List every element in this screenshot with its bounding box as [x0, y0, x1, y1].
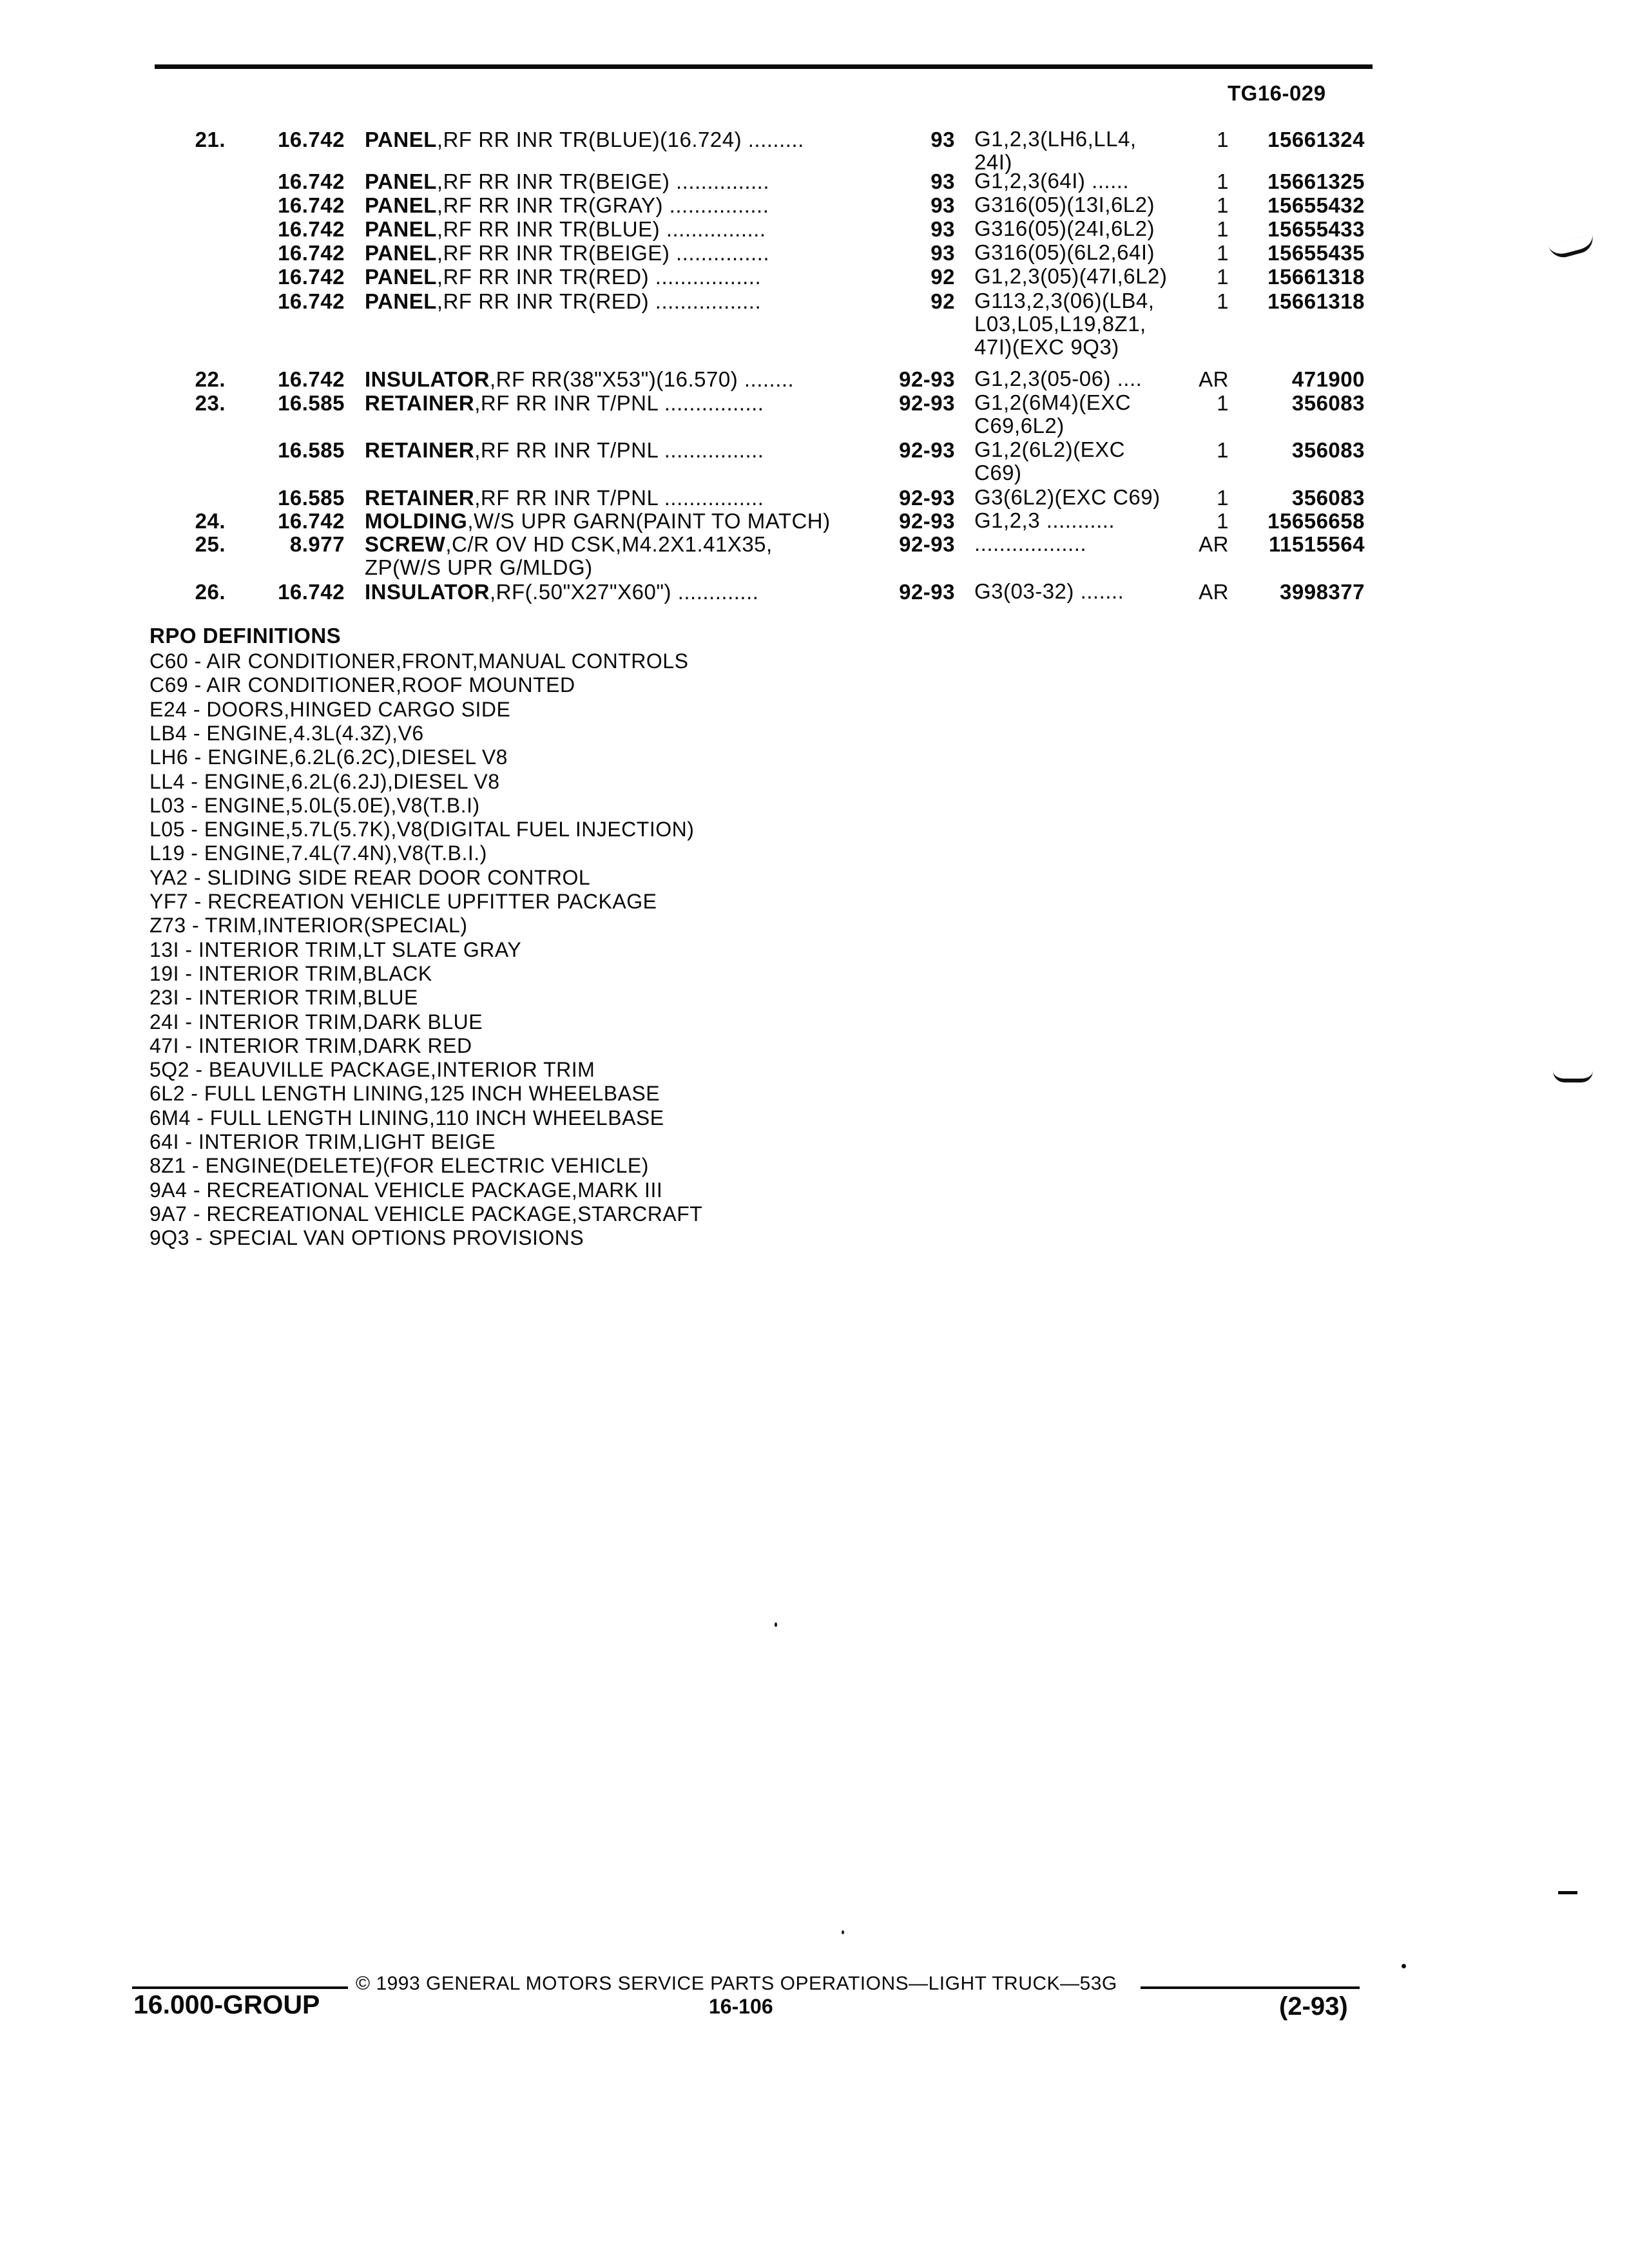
rpo-definition: L19 - ENGINE,7.4L(7.4N),V8(T.B.I.) — [149, 841, 487, 865]
item-usage: G1,2,3(05-06) .... — [974, 367, 1142, 390]
item-quantity: 1 — [1217, 391, 1229, 415]
item-detail: ,RF RR INR TR(BEIGE) — [436, 169, 670, 193]
rpo-definition: 47I - INTERIOR TRIM,DARK RED — [149, 1033, 472, 1057]
item-part-number: 15655433 — [1268, 217, 1365, 241]
item-name: INSULATOR — [365, 580, 490, 604]
item-quantity: AR — [1199, 580, 1229, 604]
item-name: PANEL — [365, 193, 437, 217]
item-usage: 47I)(EXC 9Q3) — [974, 335, 1119, 359]
item-usage: G316(05)(24I,6L2) — [974, 216, 1155, 240]
item-detail: ,W/S UPR GARN(PAINT TO MATCH) — [467, 509, 831, 533]
item-detail: ,RF RR INR TR(BEIGE) — [436, 241, 670, 265]
rpo-definition: C60 - AIR CONDITIONER,FRONT,MANUAL CONTROLS — [149, 649, 689, 673]
item-description — [365, 580, 758, 604]
scan-speck — [1402, 1964, 1406, 1968]
rpo-definition: C69 - AIR CONDITIONER,ROOF MOUNTED — [149, 673, 575, 697]
item-leader-dots: ............... — [670, 241, 770, 265]
item-group-code: 16.742 — [278, 265, 345, 289]
item-detail: ,RF RR INR TR(BLUE) — [436, 217, 660, 241]
item-model-year: 92-93 — [899, 391, 955, 415]
item-leader-dots: ................ — [658, 391, 764, 415]
item-name: PANEL — [365, 289, 437, 313]
rpo-definition: 23I - INTERIOR TRIM,BLUE — [149, 986, 418, 1010]
item-model-year: 92-93 — [899, 580, 955, 604]
item-model-year: 92-93 — [899, 486, 955, 510]
item-usage: 24I) — [974, 150, 1012, 174]
item-model-year: 92-93 — [899, 367, 955, 391]
item-part-number: 15661318 — [1268, 289, 1365, 313]
item-quantity: 1 — [1217, 265, 1229, 289]
item-quantity: 1 — [1217, 241, 1229, 265]
item-name: SCREW — [365, 532, 446, 556]
item-detail: ,RF RR INR TR(RED) — [436, 265, 650, 289]
rpo-definition: YF7 - RECREATION VEHICLE UPFITTER PACKAGE — [149, 890, 657, 913]
item-usage: C69,6L2) — [974, 414, 1065, 437]
item-part-number: 471900 — [1291, 367, 1365, 391]
item-description — [365, 438, 764, 463]
item-leader-dots: ......... — [742, 128, 804, 151]
copyright-text: © 1993 GENERAL MOTORS SERVICE PARTS OPERATIONS—LIGHT TRUCK—53G — [356, 1973, 1117, 1994]
item-description — [365, 391, 764, 416]
rpo-definition: 9A4 - RECREATIONAL VEHICLE PACKAGE,MARK III — [149, 1178, 663, 1202]
item-leader-dots: ................. — [649, 265, 762, 289]
item-quantity: AR — [1199, 367, 1229, 391]
item-leader-dots: ................ — [658, 486, 764, 510]
figure-code: TG16-029 — [1228, 81, 1326, 105]
rpo-definition: 6L2 - FULL LENGTH LINING,125 INCH WHEELBASE — [149, 1082, 660, 1106]
item-quantity: 1 — [1217, 193, 1229, 217]
item-model-year: 92-93 — [899, 509, 955, 533]
item-part-number: 15661318 — [1268, 265, 1365, 289]
item-part-number: 15655435 — [1268, 241, 1365, 265]
item-part-number: 15655432 — [1268, 193, 1365, 217]
item-part-number: 15661324 — [1268, 128, 1365, 151]
item-quantity: 1 — [1217, 217, 1229, 241]
item-quantity: 1 — [1217, 169, 1229, 193]
rpo-definition: 6M4 - FULL LENGTH LINING,110 INCH WHEELBASE — [149, 1106, 664, 1129]
group-label: 16.000-GROUP — [133, 1990, 320, 2019]
item-name: PANEL — [365, 241, 437, 265]
revision-date: (2-93) — [1279, 1992, 1348, 2021]
rpo-definition: 13I - INTERIOR TRIM,LT SLATE GRAY — [149, 937, 522, 961]
item-group-code: 16.585 — [278, 486, 345, 510]
item-quantity: 1 — [1217, 128, 1229, 151]
scan-speck — [842, 1930, 844, 1934]
rpo-definition: 9A7 - RECREATIONAL VEHICLE PACKAGE,STARCRAFT — [149, 1202, 703, 1225]
item-name: RETAINER — [365, 391, 475, 415]
item-leader-dots: ............. — [671, 580, 759, 604]
item-part-number: 356083 — [1291, 438, 1365, 462]
rpo-definition: YA2 - SLIDING SIDE REAR DOOR CONTROL — [149, 865, 591, 889]
item-part-number: 3998377 — [1280, 580, 1365, 604]
item-usage: .................. — [974, 532, 1087, 555]
rpo-definition: 8Z1 - ENGINE(DELETE)(FOR ELECTRIC VEHICLE) — [149, 1154, 649, 1178]
page-number: 16-106 — [709, 1995, 773, 2018]
item-ref-number: 21. — [195, 128, 226, 151]
item-name: PANEL — [365, 265, 437, 289]
rpo-definition: Z73 - TRIM,INTERIOR(SPECIAL) — [149, 914, 468, 937]
item-part-number: 15656658 — [1268, 509, 1365, 533]
item-ref-number: 23. — [195, 391, 226, 415]
item-part-number: 356083 — [1291, 486, 1365, 510]
item-model-year: 92 — [930, 289, 955, 313]
rpo-definition: 5Q2 - BEAUVILLE PACKAGE,INTERIOR TRIM — [149, 1058, 595, 1082]
item-model-year: 92-93 — [899, 438, 955, 462]
item-usage: G316(05)(13I,6L2) — [974, 193, 1155, 216]
rpo-definition: 64I - INTERIOR TRIM,LIGHT BEIGE — [149, 1130, 496, 1153]
item-leader-dots: ........ — [738, 367, 795, 391]
rpo-definition: L05 - ENGINE,5.7L(5.7K),V8(DIGITAL FUEL INJECTION) — [149, 818, 695, 841]
item-group-code: 8.977 — [289, 532, 345, 556]
rpo-definition: L03 - ENGINE,5.0L(5.0E),V8(T.B.I) — [149, 793, 480, 817]
item-group-code: 16.742 — [278, 367, 345, 391]
item-usage: G1,2,3(LH6,LL4, — [974, 127, 1137, 151]
item-usage: G113,2,3(06)(LB4, — [974, 289, 1155, 312]
item-description — [365, 367, 794, 392]
item-description — [365, 128, 804, 152]
item-usage: G1,2,3(64I) ...... — [974, 169, 1130, 193]
item-usage: G1,2(6M4)(EXC — [974, 390, 1132, 414]
item-model-year: 93 — [930, 193, 955, 217]
item-description — [365, 289, 761, 314]
item-name: PANEL — [365, 128, 437, 151]
item-detail: ,RF RR INR TR(GRAY) — [436, 193, 664, 217]
item-description — [365, 532, 773, 557]
item-leader-dots: ................ — [663, 193, 769, 217]
item-quantity: 1 — [1217, 509, 1229, 533]
item-quantity: AR — [1199, 532, 1229, 556]
item-group-code: 16.585 — [278, 391, 345, 415]
item-name: INSULATOR — [365, 367, 490, 391]
item-ref-number: 25. — [195, 532, 226, 556]
item-quantity: 1 — [1217, 486, 1229, 510]
item-description — [365, 241, 769, 265]
item-part-number: 11515564 — [1268, 532, 1365, 556]
item-usage: C69) — [974, 461, 1022, 485]
footer-rule-right — [1141, 1986, 1360, 1989]
scan-speck — [775, 1622, 777, 1627]
item-group-code: 16.742 — [278, 128, 345, 151]
item-leader-dots: ................ — [658, 438, 764, 462]
item-group-code: 16.742 — [278, 509, 345, 533]
item-detail: ,RF RR INR T/PNL — [474, 438, 659, 462]
rpo-definition: LH6 - ENGINE,6.2L(6.2C),DIESEL V8 — [149, 745, 508, 769]
item-group-code: 16.585 — [278, 438, 345, 462]
item-group-code: 16.742 — [278, 241, 345, 265]
item-part-number: 15661325 — [1268, 169, 1365, 193]
item-part-number: 356083 — [1291, 391, 1365, 415]
item-group-code: 16.742 — [278, 169, 345, 193]
item-description — [365, 169, 769, 194]
rpo-definition: LL4 - ENGINE,6.2L(6.2J),DIESEL V8 — [149, 769, 500, 793]
item-description — [365, 217, 766, 242]
scan-mark — [1558, 1891, 1577, 1894]
item-group-code: 16.742 — [278, 193, 345, 217]
item-detail: ,RF RR INR TR(BLUE)(16.724) — [436, 128, 742, 151]
rpo-definition: 19I - INTERIOR TRIM,BLACK — [149, 961, 432, 985]
item-group-code: 16.742 — [278, 289, 345, 313]
item-ref-number: 26. — [195, 580, 226, 604]
item-quantity: 1 — [1217, 289, 1229, 313]
item-usage: G1,2,3 ........... — [974, 508, 1115, 532]
item-model-year: 93 — [930, 128, 955, 151]
item-model-year: 92 — [930, 265, 955, 289]
rpo-definition: 24I - INTERIOR TRIM,DARK BLUE — [149, 1010, 483, 1033]
item-detail: ,RF RR INR TR(RED) — [436, 289, 650, 313]
item-name: MOLDING — [365, 509, 468, 533]
item-detail: ,C/R OV HD CSK,M4.2X1.41X35, — [445, 532, 773, 556]
item-name: RETAINER — [365, 486, 475, 510]
item-detail: ,RF RR(38"X53")(16.570) — [489, 367, 738, 391]
item-leader-dots: ................ — [660, 217, 766, 241]
item-usage: L03,L05,L19,8Z1, — [974, 312, 1146, 336]
item-usage: G3(6L2)(EXC C69) — [974, 485, 1161, 509]
item-usage: G3(03-32) ....... — [974, 579, 1124, 603]
item-detail: ,RF RR INR T/PNL — [474, 391, 659, 415]
item-group-code: 16.742 — [278, 580, 345, 604]
footer-rule-left — [132, 1986, 348, 1989]
scan-mark — [1553, 1071, 1593, 1082]
rpo-heading: RPO DEFINITIONS — [149, 624, 342, 648]
rpo-definition: 9Q3 - SPECIAL VAN OPTIONS PROVISIONS — [149, 1226, 584, 1250]
item-description — [365, 265, 761, 289]
item-name: PANEL — [365, 217, 437, 241]
item-name: PANEL — [365, 169, 437, 193]
item-model-year: 93 — [930, 169, 955, 193]
item-leader-dots: ................. — [649, 289, 762, 313]
item-model-year: 93 — [930, 241, 955, 265]
item-name: RETAINER — [365, 438, 475, 462]
item-group-code: 16.742 — [278, 217, 345, 241]
item-description — [365, 193, 769, 218]
top-rule — [155, 64, 1373, 69]
item-detail: ,RF(.50"X27"X60") — [489, 580, 672, 604]
item-description — [365, 486, 764, 510]
item-detail: ,RF RR INR T/PNL — [474, 486, 659, 510]
rpo-definition: LB4 - ENGINE,4.3L(4.3Z),V6 — [149, 721, 424, 745]
rpo-definition: E24 - DOORS,HINGED CARGO SIDE — [149, 697, 511, 721]
item-quantity: 1 — [1217, 438, 1229, 462]
item-usage: G1,2(6L2)(EXC — [974, 437, 1125, 461]
item-ref-number: 22. — [195, 367, 226, 391]
item-usage: G1,2,3(05)(47I,6L2) — [974, 264, 1168, 288]
item-description — [365, 509, 831, 533]
item-model-year: 93 — [930, 217, 955, 241]
item-usage: G316(05)(6L2,64I) — [974, 240, 1155, 264]
item-detail-continued: ZP(W/S UPR G/MLDG) — [365, 555, 593, 579]
item-ref-number: 24. — [195, 509, 226, 533]
item-leader-dots: ............... — [670, 169, 770, 193]
item-model-year: 92-93 — [899, 532, 955, 556]
scan-mark — [1548, 234, 1596, 260]
